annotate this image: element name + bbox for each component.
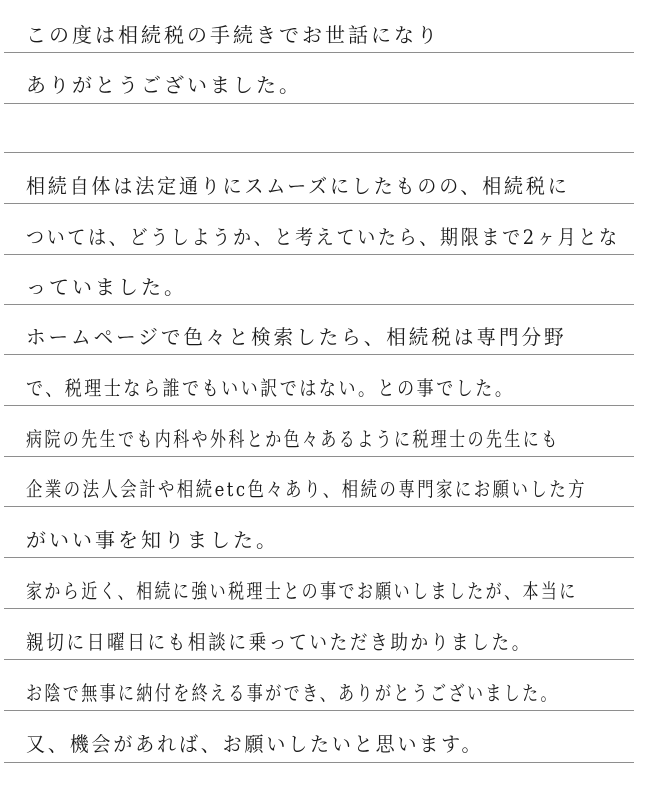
ruled-line: [4, 103, 634, 104]
ruled-line: [4, 557, 634, 558]
letter-line-12: 家から近く、相続に強い税理士との事でお願いしましたが、本当に: [26, 579, 578, 603]
ruled-line: [4, 710, 634, 711]
ruled-line: [4, 659, 634, 660]
ruled-line: [4, 254, 634, 255]
ruled-line: [4, 152, 634, 153]
letter-line-1: この度は相続税の手続きでお世話になり: [26, 23, 440, 47]
letter-line-7: ホームページで色々と検索したら、相続税は専門分野: [26, 325, 567, 349]
letter-line-13: 親切に日曜日にも相談に乗っていただき助かりました。: [26, 630, 532, 654]
ruled-line: [4, 203, 634, 204]
ruled-line: [4, 608, 634, 609]
ruled-line: [4, 304, 634, 305]
letter-line-14: お陰で無事に納付を終える事ができ、ありがとうございました。: [26, 681, 559, 705]
letter-line-8: で、税理士なら誰でもいい訳ではない。との事でした。: [26, 376, 515, 400]
ruled-line: [4, 456, 634, 457]
letter-line-15: 又、機会があれば、お願いしたいと思います。: [26, 732, 484, 756]
ruled-line: [4, 506, 634, 507]
letter-line-10: 企業の法人会計や相続etc色々あり、相続の専門家にお願いした方: [26, 477, 587, 501]
ruled-line: [4, 52, 634, 53]
ruled-line: [4, 762, 634, 763]
letter-line-6: っていました。: [26, 275, 187, 299]
letter-line-11: がいい事を知りました。: [26, 528, 279, 552]
ruled-line: [4, 354, 634, 355]
letter-line-9: 病院の先生でも内科や外科とか色々あるように税理士の先生にも: [26, 427, 560, 451]
letter-line-2: ありがとうございました。: [26, 73, 302, 97]
letter-line-5: ついては、どうしようか、と考えていたら、期限まで2ヶ月とな: [26, 225, 620, 249]
ruled-line: [4, 405, 634, 406]
letter-line-4: 相続自体は法定通りにスムーズにしたものの、相続税に: [26, 174, 570, 198]
